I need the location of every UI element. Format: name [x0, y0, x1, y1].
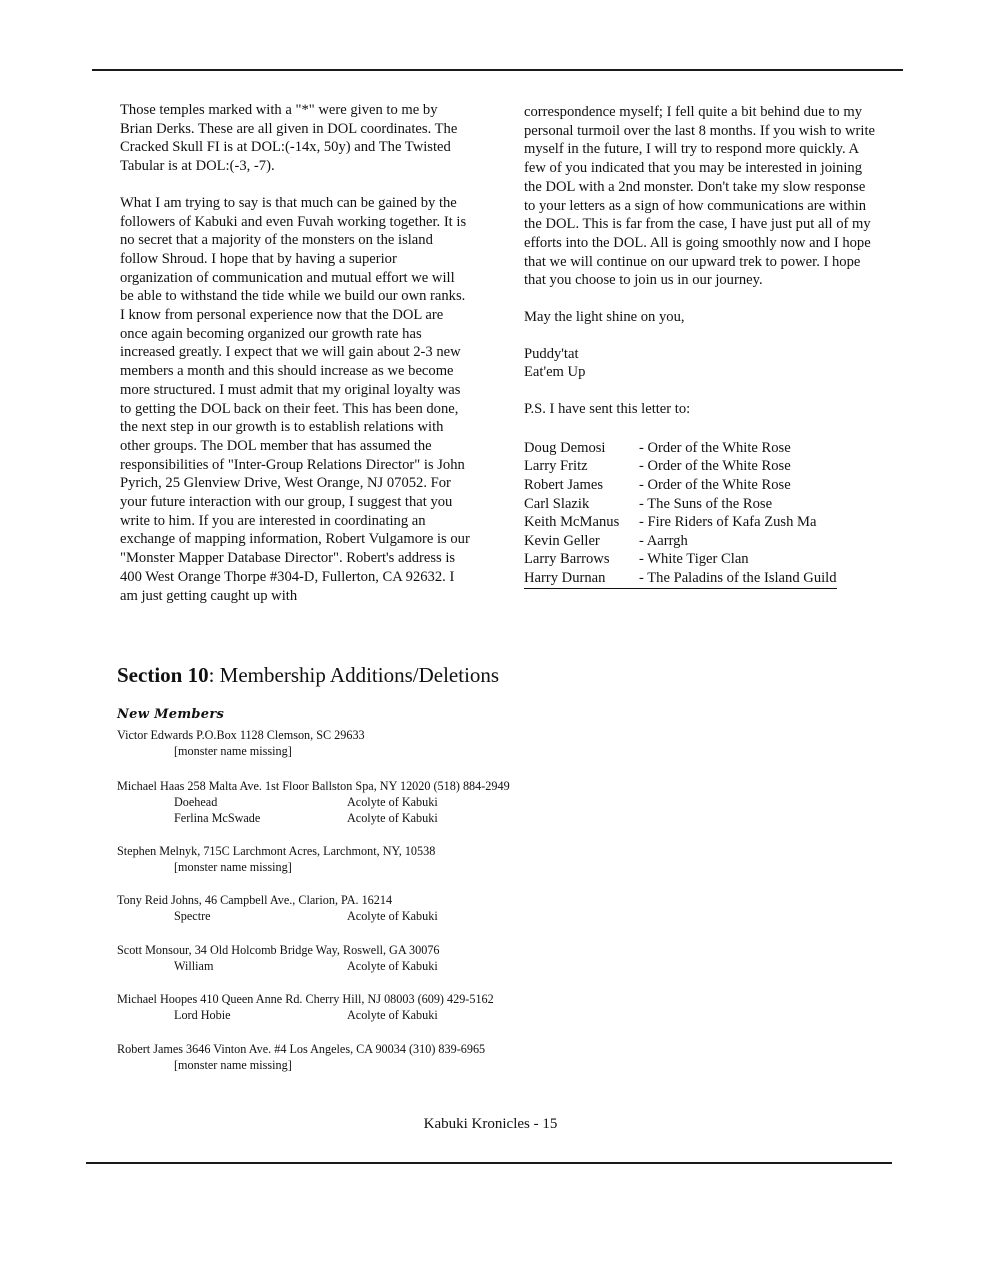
table-row [524, 513, 837, 532]
right-column [524, 103, 876, 589]
monster-role: Acolyte of Kabuki [347, 811, 438, 825]
section-colon: : [208, 663, 215, 687]
recipient-group: - Order of the White Rose [639, 439, 791, 456]
member-monster-row [174, 794, 510, 810]
table-row [524, 457, 837, 476]
new-members-subheading: New Members [117, 707, 225, 722]
recipient-name: Keith McManus [524, 514, 620, 531]
monster-role: Acolyte of Kabuki [347, 1008, 438, 1022]
member-address: Scott Monsour, 34 Old Holcomb Bridge Way, Roswell, GA 30076 [117, 943, 440, 957]
page-footer: Kabuki Kronicles - 15 [423, 1116, 558, 1132]
signature-line: Puddy'tat [524, 345, 579, 362]
recipient-name: Kevin Geller [524, 532, 600, 549]
paragraph: Those temples marked with a "*" were given to me by Brian Derks. These are all given in DOL coordinates. The Cracked Skull FI is at DOL:(-14x, 50y) and The Twisted Tabular is at DOL:(-3, -7). [120, 102, 458, 175]
member-address: Michael Haas 258 Malta Ave. 1st Floor Ballston Spa, NY 12020 (518) 884-2949 [117, 779, 510, 793]
recipients-table [524, 439, 837, 589]
member-monster-row [174, 743, 365, 759]
member-entry [117, 991, 494, 1023]
section-heading [117, 663, 499, 688]
recipient-group: - The Paladins of the Island Guild [639, 569, 837, 588]
member-address: Victor Edwards P.O.Box 1128 Clemson, SC 29633 [117, 728, 365, 742]
table-row [524, 532, 837, 551]
member-address: Robert James 3646 Vinton Ave. #4 Los Angeles, CA 90034 (310) 839-6965 [117, 1042, 486, 1056]
monster-name: Lord Hobie [174, 1008, 231, 1022]
recipient-group: - White Tiger Clan [639, 551, 749, 568]
recipient-group: - Order of the White Rose [639, 477, 791, 494]
postscript: P.S. I have sent this letter to: [524, 401, 691, 418]
member-monster-row [174, 1007, 494, 1023]
member-monster-row [174, 1057, 485, 1073]
table-row [524, 476, 837, 495]
member-monster-row [174, 908, 438, 924]
monster-name: Ferlina McSwade [174, 811, 261, 825]
section-title: Membership Additions/Deletions [214, 663, 500, 687]
member-entry [117, 778, 510, 826]
monster-role: Acolyte of Kabuki [347, 959, 438, 973]
recipient-name: Larry Barrows [524, 551, 610, 568]
paragraph-gap [524, 382, 876, 400]
table-row [524, 569, 837, 588]
member-address: Tony Reid Johns, 46 Campbell Ave., Clarion, PA. 16214 [117, 893, 393, 907]
monster-name: William [174, 959, 214, 973]
left-column [120, 101, 472, 605]
member-entry [117, 727, 365, 759]
recipient-group: - Aarrgh [639, 532, 688, 549]
monster-role: Acolyte of Kabuki [347, 909, 438, 923]
table-row [524, 550, 837, 569]
paragraph: correspondence myself; I fell quite a bit behind due to my personal turmoil over the last 8 months. If you wish to write myself in the future, I will try to respond more quickly. A few of you indicated that you may be interested in joining the DOL with a 2nd monster. Don't take my slow response to your letters as a sign of how communications are within the DOL. This is far from the case, I have just put all of my efforts into the DOL. All is going smoothly now and I hope that we will continue on our upward trek to power. I hope that you choose to join us in our journey. [524, 104, 876, 289]
monster-role: Acolyte of Kabuki [347, 795, 438, 809]
recipient-group: - Order of the White Rose [639, 458, 791, 475]
paragraph-gap [524, 419, 876, 439]
monster-name: Doehead [174, 795, 218, 809]
section-number: Section 10 [117, 663, 209, 687]
paragraph-gap [524, 290, 876, 308]
member-monster-row [174, 810, 510, 826]
recipient-name: Carl Slazik [524, 495, 590, 512]
paragraph-gap [120, 176, 472, 194]
paragraph-gap [524, 327, 876, 345]
member-monster-row [174, 859, 435, 875]
member-address: Stephen Melnyk, 715C Larchmont Acres, Larchmont, NY, 10538 [117, 844, 436, 858]
member-address: Michael Hoopes 410 Queen Anne Rd. Cherry Hill, NJ 08003 (609) 429-5162 [117, 992, 494, 1006]
monster-name: Spectre [174, 909, 211, 923]
recipient-name: Doug Demosi [524, 439, 606, 456]
recipient-group: - The Suns of the Rose [639, 495, 773, 512]
recipient-name: Robert James [524, 477, 604, 494]
monster-name: [monster name missing] [174, 860, 292, 874]
recipient-name: Harry Durnan [524, 569, 639, 588]
table-row [524, 495, 837, 514]
monster-name: [monster name missing] [174, 744, 292, 758]
bottom-rule [86, 1162, 892, 1164]
member-entry [117, 942, 440, 974]
member-monster-row [174, 958, 440, 974]
member-entry [117, 892, 438, 924]
top-rule [92, 69, 903, 71]
member-entry [117, 843, 435, 875]
paragraph: What I am trying to say is that much can be gained by the followers of Kabuki and even Fuvah working together. It is no secret that a majority of the monsters on the island follow Shroud. I hope that by having a superior organization of communication and mutual effort we will be able to withstand the tide while we build our own ranks. I know from personal experience now that the DOL are once again becoming organized our growth rate has increased greatly. I expect that we will gain about 2-3 new members a month and this should increase as we become more structured. I must admit that my original loyalty was to getting the DOL back on their feet. This has been done, the next step in our growth is to establish relations with other groups. The DOL member that has assumed the responsibilities of "Inter-Group Relations Director" is John Pyrich, 25 Glenview Drive, West Orange, NJ 07052. For your future interaction with our group, I suggest that you write to him. If you are interested in coordinating an exchange of mapping information, Robert Vulgamore is our "Monster Mapper Database Director". Robert's address is 400 West Orange Thorpe #304-D, Fullerton, CA 92632. I am just getting caught up with [120, 194, 470, 604]
monster-name: [monster name missing] [174, 1058, 292, 1072]
member-entry [117, 1041, 485, 1073]
recipient-name: Larry Fritz [524, 458, 588, 475]
table-row [524, 439, 837, 458]
recipient-group: - Fire Riders of Kafa Zush Ma [639, 514, 817, 531]
closing: May the light shine on you, [524, 309, 685, 326]
signature-line: Eat'em Up [524, 364, 586, 381]
